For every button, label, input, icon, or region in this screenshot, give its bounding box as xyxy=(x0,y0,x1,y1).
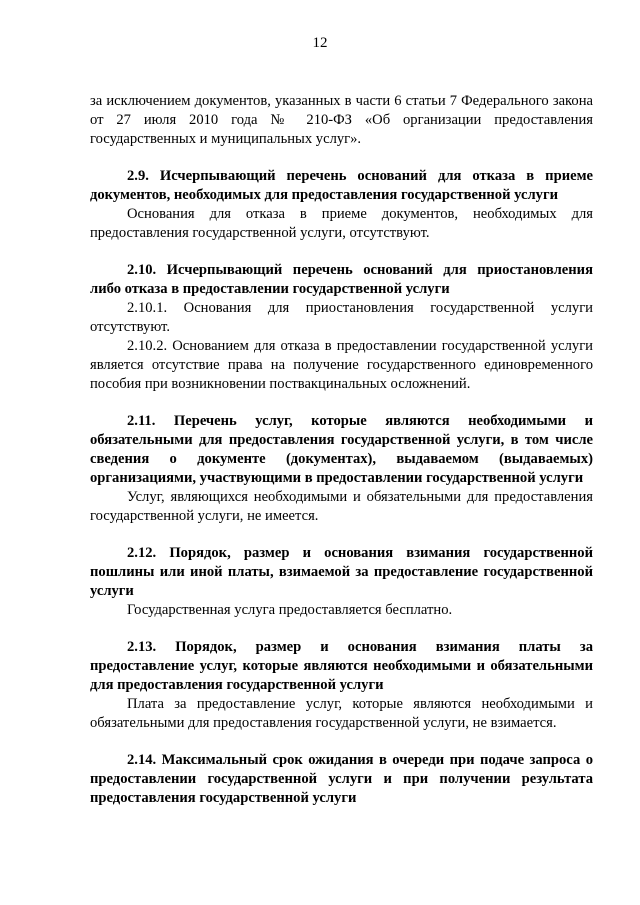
section-paragraph: Услуг, являющихся необходимыми и обязательными для предоставления государственной услуги, не имеется. xyxy=(90,489,593,524)
section-2-11 xyxy=(90,412,593,526)
section-paragraph: Плата за предоставление услуг, которые являются необходимыми и обязательными для предоставления государственной услуги, не взимается. xyxy=(90,696,593,731)
section-2-9 xyxy=(90,167,593,243)
section-heading: 2.13. Порядок, размер и основания взимания платы за предоставление услуг, которые являются необходимыми и обязательными для предоставления государственной услуги xyxy=(90,639,593,693)
section-heading: 2.10. Исчерпывающий перечень оснований для приостановления либо отказа в предоставлении государственной услуги xyxy=(90,262,593,297)
document-body xyxy=(90,92,593,808)
section-paragraph: Государственная услуга предоставляется бесплатно. xyxy=(127,602,453,618)
section-heading: 2.11. Перечень услуг, которые являются необходимыми и обязательными для предоставления государственной услуги, в том числе сведения о документе (документах), выдаваемом (выдаваемых) организациями, участвующими в предоставлении государственной услуги xyxy=(90,413,593,486)
section-heading: 2.9. Исчерпывающий перечень оснований для отказа в приеме документов, необходимых для предоставления государственной услуги xyxy=(90,168,593,203)
section-heading: 2.14. Максимальный срок ожидания в очереди при подаче запроса о предоставлении государственной услуги и при получении результата предоставления государственной услуги xyxy=(90,752,593,806)
section-gap xyxy=(90,526,593,544)
section-heading: 2.12. Порядок, размер и основания взимания государственной пошлины или иной платы, взимаемой за предоставление государственной услуги xyxy=(90,545,593,599)
page-number: 12 xyxy=(312,35,328,51)
section-paragraph: Основания для отказа в приеме документов, необходимых для предоставления государственной услуги, отсутствуют. xyxy=(90,206,593,241)
section-gap xyxy=(90,149,593,167)
section-2-14 xyxy=(90,751,593,808)
section-paragraph: 2.10.1. Основания для приостановления государственной услуги отсутствуют. xyxy=(90,300,593,335)
section-2-13 xyxy=(90,638,593,733)
section-gap xyxy=(90,243,593,261)
intro-paragraph: за исключением документов, указанных в части 6 статьи 7 Федерального закона от 27 июля 2010 года № 210-ФЗ «Об организации предоставления государственных и муниципальных услуг». xyxy=(90,93,593,147)
section-2-12 xyxy=(90,544,593,620)
section-gap xyxy=(90,620,593,638)
section-gap xyxy=(90,394,593,412)
section-2-10 xyxy=(90,261,593,394)
section-gap xyxy=(90,733,593,751)
section-paragraph: 2.10.2. Основанием для отказа в предоставлении государственной услуги является отсутствие права на получение государственного единовременного пособия при возникновении поствакцинальных осложнений. xyxy=(90,338,593,392)
